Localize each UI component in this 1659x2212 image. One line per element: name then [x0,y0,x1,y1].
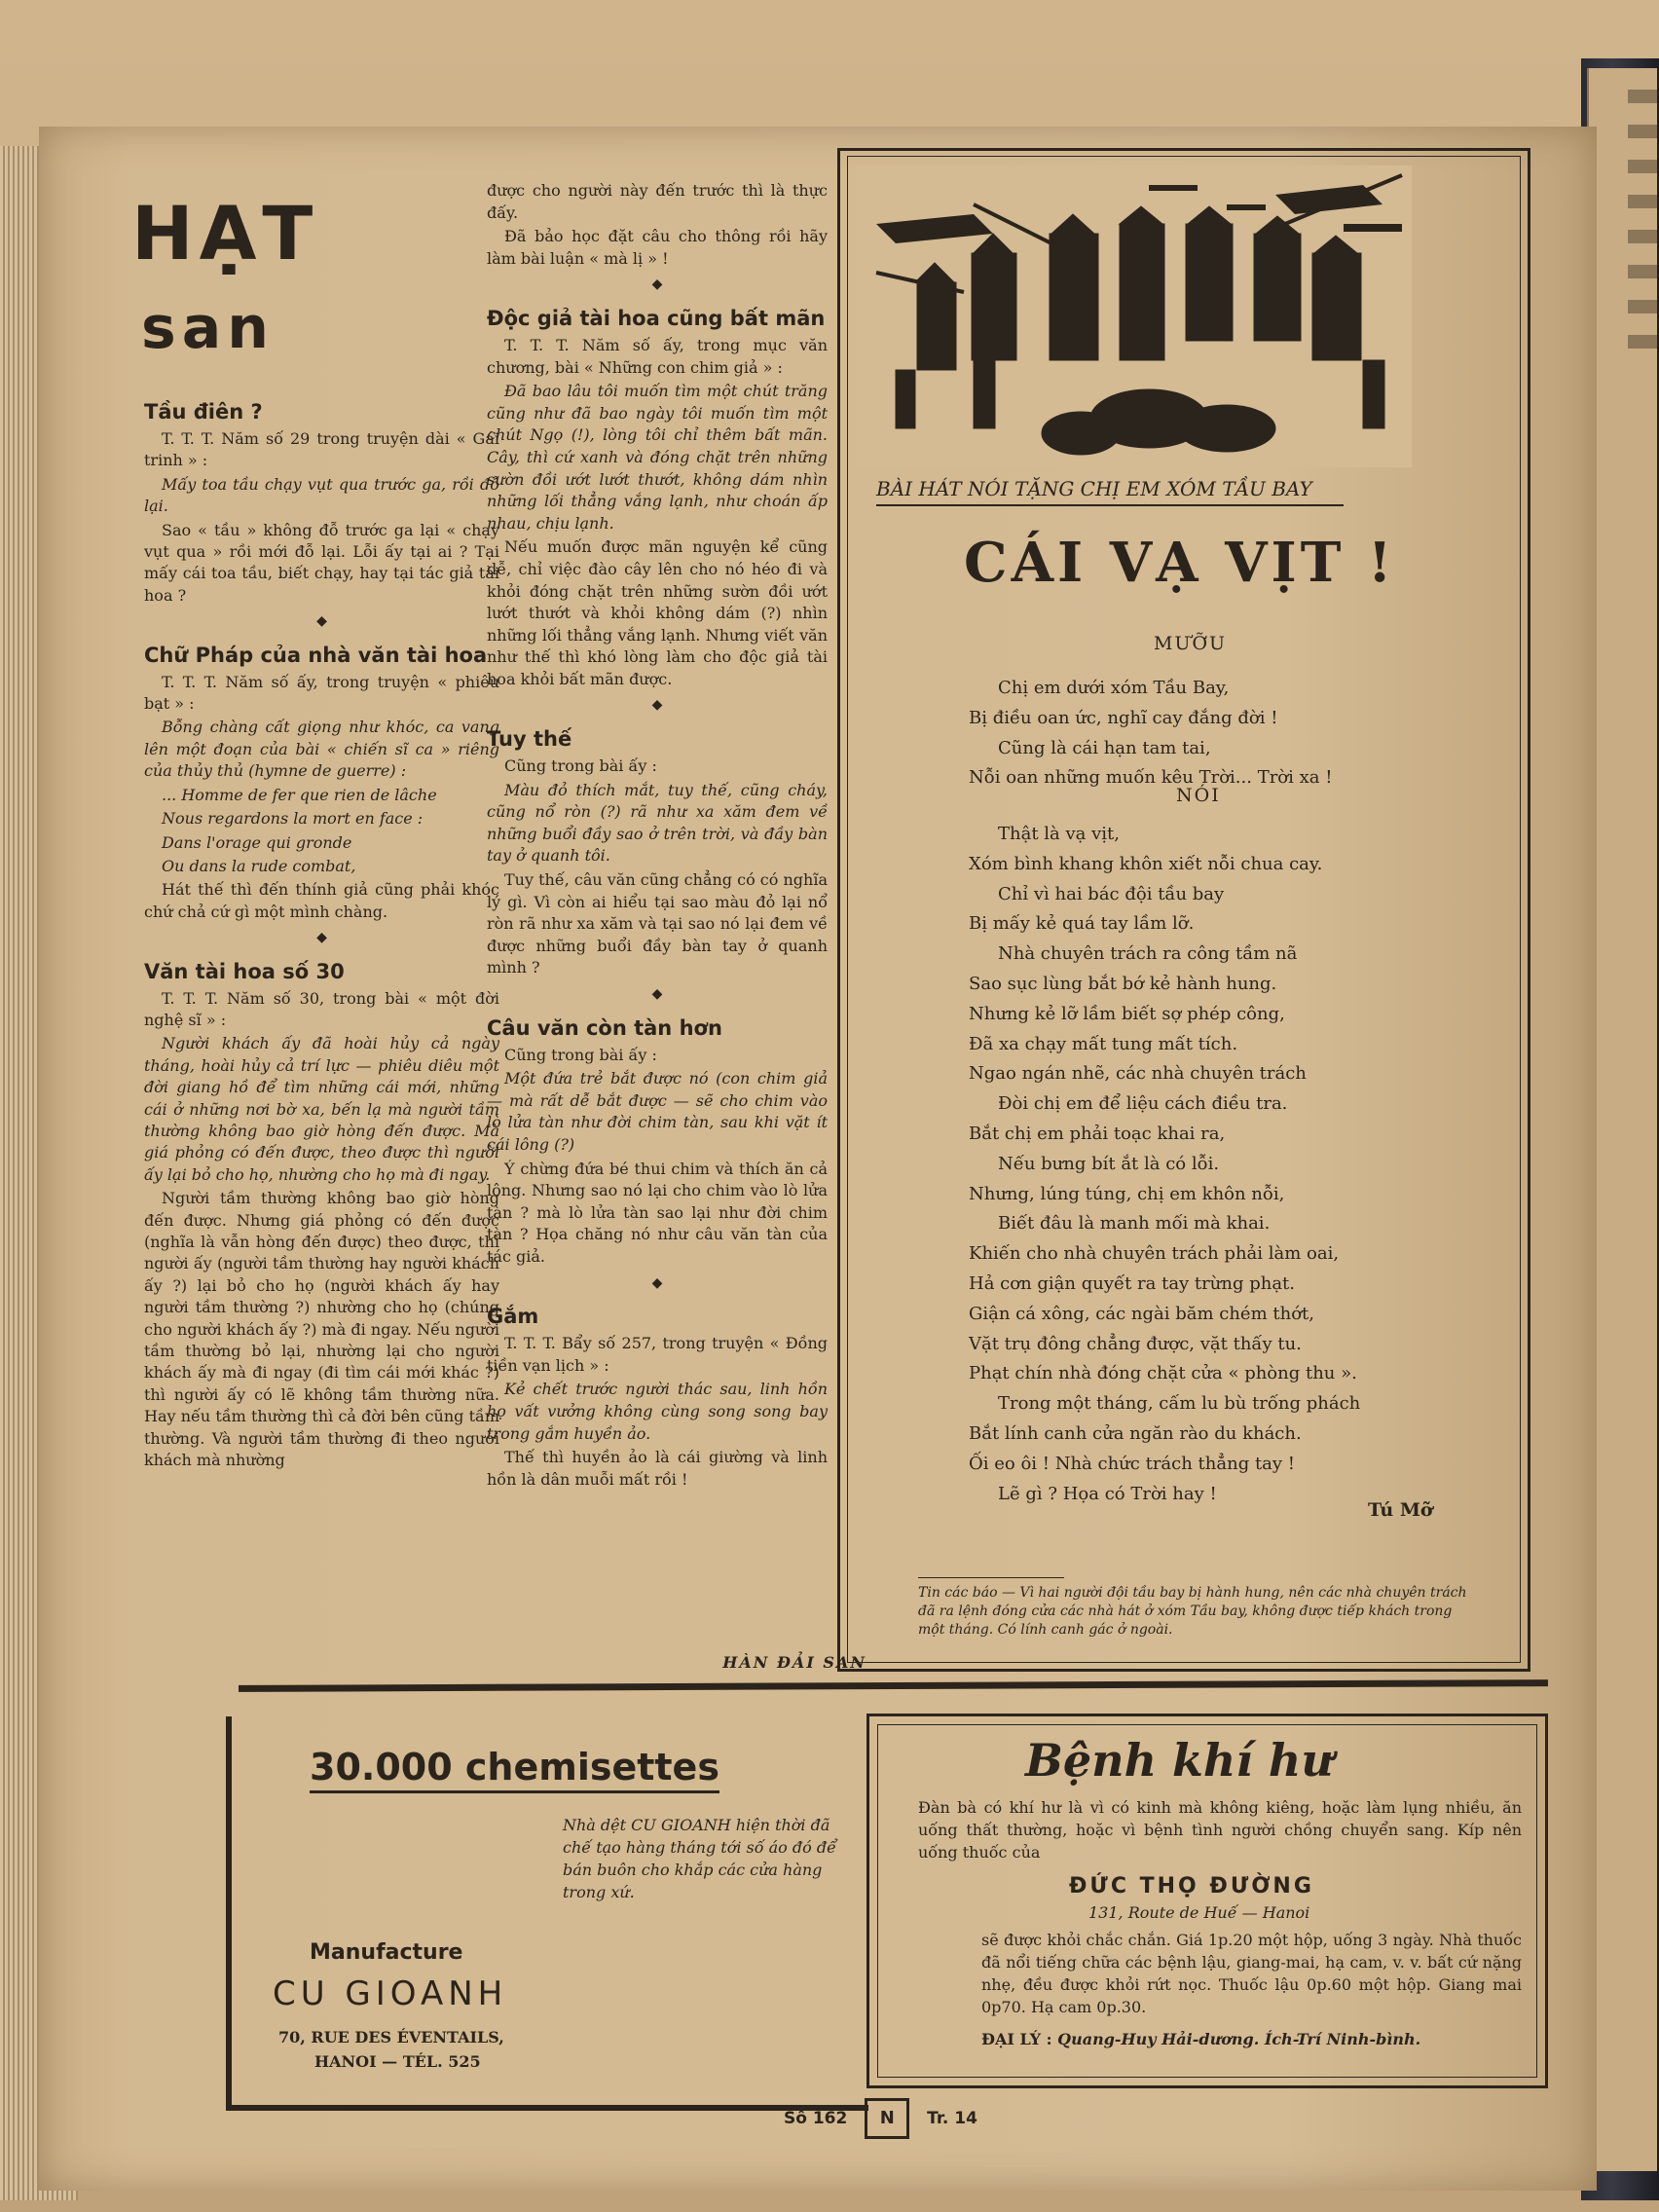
paragraph: Đã bao lâu tôi muốn tìm một chút trăng cũng như đã bao ngày tôi muốn tìm một chút Ngọ (!), lòng tôi chỉ thêm bất mãn. Cây, thì cứ xanh và đóng chặt trên những sườn đồi ướt lướt thướt, không dám nhìn những lối thẳng vắng lạnh, như choán ấp nhau, chịu lạnh. [487,382,828,533]
paragraph: Đã bảo học đặt câu cho thông rồi hãy làm bài luận « mà lị » ! [487,227,828,268]
ad-chemisettes [226,1716,868,2111]
paragraph: Bỗng chàng cất giọng như khóc, ca vang lên một đoạn của bài « chiến sĩ ca » riêng của thủy thủ (hymne de guerre) : [144,718,499,781]
paragraph: Một đứa trẻ bắt được nó (con chim giả — mà rất dễ bắt được — sẽ cho chim vào lò lửa tàn như đời chim tàn, sau khi vặt ít cái lông (?) [487,1069,828,1154]
paragraph: Sao « tầu » không đỗ trước ga lại « chạy vụt qua » rồi mới đỗ lại. Lỗi ấy tại ai ? Tại mấy cái toa tầu, biết chạy, hay tại tác giả tài hoa ? [144,520,499,605]
section-heading: Tầu điên ? [144,400,263,424]
poem-line: Trong một tháng, cấm lu bù trống phách [998,1393,1361,1415]
paragraph: T. T. T. Bẩy số 257, trong truyện « Đồng tiền vạn lịch » : [487,1334,828,1375]
poem-line: Hả cơn giận quyết ra tay trừng phạt. [969,1272,1296,1294]
poem-noi-stanza [969,820,1417,1509]
page-number: Tr. 14 [927,2109,977,2128]
poem-line: Đòi chị em để liệu cách điều tra. [998,1093,1288,1115]
woodcut-illustration [857,166,1412,467]
section-heading: Văn tài hoa số 30 [144,959,345,983]
issue-number: Số 162 [784,2109,848,2128]
poem-news-note-text: Tin các báo — Vì hai người đội tầu bay bị hành hung, nên các nhà chuyên trách đã ra lệnh đóng cửa các nhà hát ở xóm Tầu bay, không được tiếp khách trong một tháng. Có lính canh gác ở ngoài. [918,1585,1467,1638]
diamond-separator-icon: ◆ [651,986,663,1002]
poem-line: Ối eo ôi ! Nhà chức trách thẳng tay ! [969,1453,1296,1474]
ad2-agents-label: ĐẠI LÝ : [981,2030,1052,2048]
poem-line: Khiến cho nhà chuyên trách phải làm oai, [969,1243,1340,1265]
poem-line: Nhưng, lúng túng, chị em khôn nỗi, [969,1183,1285,1204]
paragraph: T. T. T. Năm số 29 trong truyện dài « Gái trinh » : [144,429,499,470]
poem-line: Giận cá xông, các ngài băm chém thớt, [969,1303,1314,1324]
newspaper-logo-icon: N [865,2098,909,2139]
section-heading: Chữ Pháp của nhà văn tài hoa [144,643,488,667]
section-heading: Gắm [487,1305,539,1329]
section-heading: Độc giả tài hoa cũng bất mãn [487,306,826,330]
poem-label-muou: MƯỠU [1154,633,1228,654]
ad2-headline: Bệnh khí hư [1025,1734,1334,1787]
poem-label-noi: NÓI [1176,785,1221,806]
poem-news-note [918,1566,1483,1640]
ad1-headline: 30.000 chemisettes [310,1746,719,1793]
masthead-line1: HẠT [131,190,319,276]
poem-line: Thật là vạ vịt, [998,824,1120,844]
diamond-separator-icon: ◆ [316,930,327,946]
ad-benh-khi-hu [866,1714,1548,2088]
ad2-body1: Đàn bà có khí hư là vì có kinh mà không kiêng, hoặc làm lụng nhiều, ăn uống thất thường, hoặc vì bệnh tình người chồng chuyển sang. Kíp nên uống thuốc của [918,1798,1522,1862]
ad2-brand: ĐỨC THỌ ĐƯỜNG [1069,1874,1314,1899]
poem-line: Nỗi oan những muốn kêu Trời... Trời xa ! [969,767,1333,789]
column-1 [144,389,499,1473]
paragraph: Ou dans la rude combat, [162,856,356,875]
paragraph: Người tầm thường không bao giờ hòng đến được. Nhưng giá phỏng có đến được (nghĩa là vẫn hòng đến được) theo được, thì người ấy (người tầm thường hay người khách ấy ?) lại bỏ cho họ (người khách ấy hay người tầm thường ?) nhường cho họ (chúng cho người khách ấy ?) mà đi ngay. Nếu người tầm thường bỏ lại, nhường lại cho người khách ấy mà đi ngay (đi tìm cái mới khác ?) thì người ấy có lẽ không tầm thường nữa. Hay nếu tầm thường thì cả đời bên cũng tầm thường. Và người tầm thường đi theo người khách mà nhường [144,1189,499,1470]
poem-line: Đã xa chạy mất tung mất tích. [969,1033,1238,1054]
poem-line: Vặt trụ đông chẳng được, vặt thấy tu. [969,1333,1302,1354]
diamond-separator-icon: ◆ [651,697,663,714]
column-signature: HÀN ĐẢI SAN [722,1653,866,1672]
ad1-city: HANOI — TÉL. 525 [314,2052,481,2071]
poem-line: Bị mấy kẻ quá tay lầm lỡ. [969,913,1195,935]
poem-line: Bắt lính canh cửa ngăn rào du khách. [969,1422,1302,1444]
next-page-edge [1587,68,1657,2171]
ad2-agents [981,2030,1420,2048]
paragraph: Kẻ chết trước người thác sau, linh hồn họ vất vưởng không cùng song song bay trong gắm huyền ảo. [487,1380,828,1443]
poem-line: Biết đâu là manh mối mà khai. [998,1213,1271,1235]
poem-line: Bắt chị em phải toạc khai ra, [969,1123,1226,1144]
ad2-agents-list: Quang-Huy Hải-dương. Ích-Trí Ninh-bình. [1057,2030,1421,2048]
paragraph: Màu đỏ thích mắt, tuy thế, cũng cháy, cũng nổ ròn (?) rã như xa xăm đem về những buổi đầy sao ở trên trời, và đầy bàn tay ở quanh tôi. [487,780,828,866]
ad2-body2: sẽ được khỏi chắc chắn. Giá 1p.20 một hộp, uống 3 ngày. Nhà thuốc đã nổi tiếng chữa các bệnh lậu, giang-mai, hạ cam, v. v. bất cứ nặng nhẹ, đều được khỏi rứt nọc. Thuốc lậu 0p.60 một hộp. Giang mai 0p70. Hạ cam 0p.30. [981,1931,1522,2016]
paragraph: Mấy toa tầu chạy vụt qua trước ga, rồi đỗ lại. [144,474,499,516]
poem-line: Bị điều oan ức, nghĩ cay đắng đời ! [969,707,1278,728]
poem-line: Nhưng kẻ lỡ lầm biết sợ phép công, [969,1003,1285,1024]
paragraph: T. T. T. Năm số ấy, trong truyện « phiêu bạt » : [144,672,499,714]
paragraph: T. T. T. Năm số ấy, trong mục văn chương, bài « Những con chim giả » : [487,335,828,377]
poem-line: Nếu bưng bít ắt là có lỗi. [998,1153,1220,1174]
paragraph: Hát thế thì đến thính giả cũng phải khóc chứ chả cứ gì một mình chàng. [144,880,499,921]
paragraph: được cho người này đến trước thì là thực đấy. [487,181,828,222]
paragraph: Tuy thế, câu văn cũng chẳng có có nghĩa lý gì. Vì còn ai hiểu tại sao màu đỏ lại nổ ròn rã như xa xăm và tại sao nó lại đem về được những buổi đầy bàn tay ở quanh mình ? [487,870,828,977]
paragraph: Dans l'orage qui gronde [162,832,352,852]
paragraph: Nếu muốn được mãn nguyện kể cũng dễ, chỉ việc đào cây lên cho nó héo đi và khỏi đóng chặt trên những sườn đồi ướt lướt thướt và khỏi không dám (?) nhìn những lối thẳng vắng lạnh. Nhưng viết văn như thế thì khó lòng làm cho độc giả tài hoa khỏi bất mãn được. [487,537,828,688]
page-footer [784,2098,977,2139]
ad1-brand: CU GIOANH [273,1974,508,2013]
ad2-address: 131, Route de Huế — Hanoi [1088,1903,1310,1922]
poem-line: Nhà chuyên trách ra công tầm nã [998,943,1298,965]
ad1-copy: Nhà dệt CU GIOANH hiện thời đã chế tạo hàng tháng tới số áo đó để bán buôn cho khắp các cửa hàng trong xứ. [563,1816,836,1901]
paragraph: Ý chừng đứa bé thui chim và thích ăn cả lông. Nhưng sao nó lại cho chim vào lò lửa tàn ? mà lò lửa tàn sao lại như đời chim tàn ? Họa chăng nó như câu văn tàn của tác giả. [487,1159,828,1266]
paragraph: Người khách ấy đã hoài hủy cả ngày tháng, hoài hủy cả trí lực — phiêu diêu một đời giang hồ để tìm những cái mới, những cái ở những nơi bờ xa, bến lạ mà người tầm thường không bao giờ hòng đến được. Mà giá phỏng có đến được, theo được thì người ấy lại bỏ cho họ, nhường cho họ mà đi ngay. [144,1034,499,1184]
masthead-line2: san [141,294,275,362]
paragraph: Cũng trong bài ấy : [504,1045,657,1064]
paragraph: Thế thì huyền ảo là cái giường và linh hồn là dân muỗi mất rồi ! [487,1448,828,1489]
poem-line: Xóm bình khang khôn xiết nỗi chua cay. [969,853,1323,874]
poem-line: Chị em dưới xóm Tầu Bay, [998,678,1230,698]
poem-title: CÁI VẠ VỊT ! [964,531,1396,595]
poem-kicker: BÀI HÁT NÓI TẶNG CHỊ EM XÓM TẦU BAY [876,477,1344,506]
poem-line: Phạt chín nhà đóng chặt cửa « phòng thu ». [969,1363,1357,1384]
ad1-address: 70, RUE DES ÉVENTAILS, [278,2028,504,2046]
section-heading: Câu văn còn tàn hơn [487,1015,722,1040]
diamond-separator-icon: ◆ [651,1274,663,1291]
diamond-separator-icon: ◆ [316,613,327,630]
poem-line: Sao sục lùng bắt bớ kẻ hành hung. [969,973,1277,994]
paragraph: ... Homme de fer que rien de lâche [162,785,437,804]
poem-line: Cũng là cái hạn tam tai, [998,737,1211,758]
poem-author: Tú Mỡ [1368,1499,1433,1521]
paragraph: T. T. T. Năm số 30, trong bài « một đời nghệ sĩ » : [144,988,499,1029]
paragraph: Cũng trong bài ấy : [504,756,657,776]
section-heading: Tuy thế [487,727,572,752]
poem-line: Ngao ngán nhẽ, các nhà chuyên trách [969,1063,1307,1085]
poem-line: Lẽ gì ? Họa có Trời hay ! [998,1483,1217,1504]
poem-muou-stanza [969,674,1417,793]
column-2 [487,180,828,1493]
paragraph: Nous regardons la mort en face : [162,809,424,829]
ad1-manufacture: Manufacture [310,1940,463,1965]
diamond-separator-icon: ◆ [651,276,663,293]
poem-line: Chỉ vì hai bác đội tầu bay [998,883,1225,904]
